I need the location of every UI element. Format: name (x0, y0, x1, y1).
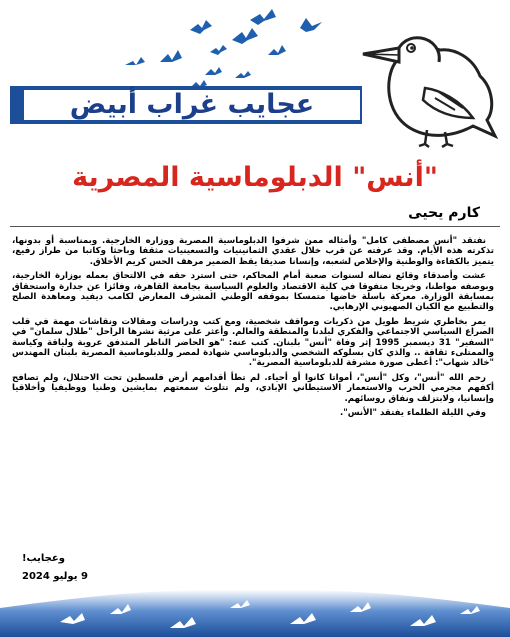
closing-line: وعجايب! (22, 553, 65, 564)
author-name: كارم يحيى (408, 205, 480, 221)
column-header (0, 0, 510, 158)
article-body (12, 236, 494, 423)
footer-birds-banner (0, 578, 510, 637)
paragraph: وفي الليلة الظلماء يفتقد "الأنس". (340, 408, 486, 419)
article-title: "أنس" الدبلوماسية المصرية (72, 162, 438, 193)
paragraph: عشت وأصدقاء وقائع نضاله لسنوات صعبة أمام المحاكم، حتى استرد حقه في الالتحاق بعمله بوزارة الخارجية، وبوصفه مواطنا، وخريجا متفوقا في كلية الاقتصاد والعلوم السياسية بجامعة القاهرة، وفائزا عن جدارة واستحقاق بمسابقة الوزارة. معركة باسلة خاضها متمسكا بموقفه الوطني المشرف المعارض لكامب ديفيد ومعاهدة الصلح والتطبيع مع الكيان الصهيوني الإرهابي. (12, 271, 494, 313)
paragraph: يمر بخاطري شريط طويل من ذكريات ومواقف شخصية، ومع كتب ودراسات ومقالات ونقاشات مهمة في قلب الصراع السياسي الاجتماعي والفكري لبلدنا والمنطقة والعالم. وأعثر على مرثية نشرها الراحل "طلال سلمان" في "السفير" 31 ديسمبر 1995 إثر وفاة "أنس" بلبنان. كتب عنه: "هو الحاضر الناظر المتدفق عروبة ولياقة وكياسة والممتلىء ثقافة .. والذي كان بسلوكه الشخصي والدبلوماسي شهادة لمصر وللدبلوماسية المصرية بلبنان المهندس "خالد شهاب": أعطى صورة مشرقة للدبلوماسية المصرية". (12, 316, 495, 369)
column-title: عجايب غراب أبيض (69, 89, 315, 120)
white-crow-icon (355, 18, 505, 148)
paragraph: نفتقد "أنس مصطفى كامل" وأمثاله ممن شرفوا الدبلوماسية المصرية ووزاره الخارجية. وبمناسبة أو بدونها، تذكرته هذه الأيام. وقد عرفته عن قرب خلال عقدي الثمانينيات والتسعينيات مثقفا وباحثا وكاتبا من طراز رفيع، يتميز بالكفاءة والوطنية والإخلاص لشعبه، وإنسانا صديقا يقظ الضمير مرهف الحس كريم الأخلاق. (12, 236, 494, 267)
paragraph: رحم الله "أنس"، وكل "أنس"، أمواتا كانوا أو أحياء. لم تطأ أقدامهم أرض فلسطين تحت الاحتلال، ولم تصافح أكفهم مجرمي الحرب والاستعمار الاستيطاني الإبادي، ولم تتلوث سمعتهم بمايشين وطنيا ووظيفيا وأخلاقيا وإنسانيا، ولابتزلف ونفاق روسائهم. (12, 372, 494, 404)
author-divider (10, 226, 500, 227)
publication-date: 9 يوليو 2024 (22, 571, 88, 582)
